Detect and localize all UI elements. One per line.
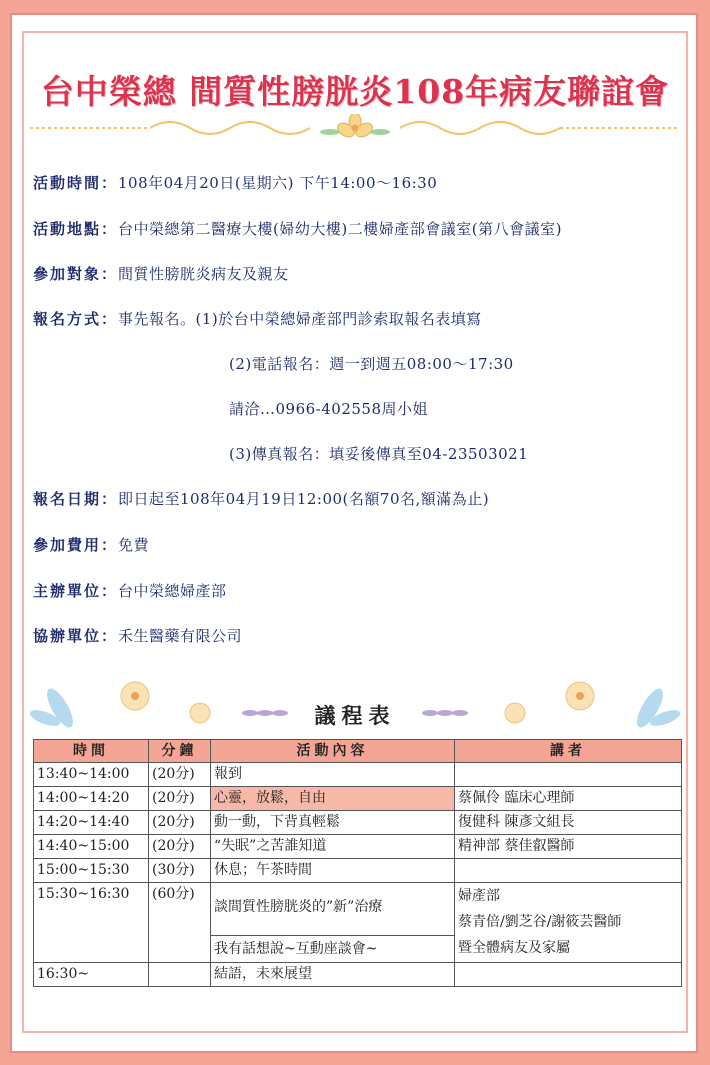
row-minutes: (30分) xyxy=(149,859,211,883)
registration-phone: (2)電話報名：週一到週五08:00～17:30 xyxy=(229,355,514,373)
row-minutes: (20分) xyxy=(149,787,211,811)
row-activity: 心靈，放鬆，自由 xyxy=(211,787,455,811)
info-registration: 報名方式：事先報名。(1)於台中榮總婦產部門診索取報名表填寫 xyxy=(33,310,482,328)
row-minutes: (20分) xyxy=(149,811,211,835)
table-row xyxy=(34,859,682,883)
row-minutes: (60分) xyxy=(149,883,211,963)
row-time: 14:00~14:20 xyxy=(34,787,149,811)
info-fee: 參加費用：免費 xyxy=(33,536,150,554)
row-activity: 休息；午茶時間 xyxy=(211,859,455,883)
row-speaker: 精神部 蔡佳叡醫師 xyxy=(455,835,682,859)
table-row xyxy=(34,963,682,987)
info-deadline: 報名日期：即日起至108年04月19日12:00(名額70名,額滿為止) xyxy=(33,490,490,508)
table-row xyxy=(34,835,682,859)
row-activity: “失眠”之苦誰知道 xyxy=(211,835,455,859)
table-row xyxy=(34,811,682,835)
row-minutes xyxy=(149,963,211,987)
row-speaker xyxy=(455,763,682,787)
panel-speaker-2: 蔡青倍/劉芝谷/謝筱芸醫師 xyxy=(458,914,622,930)
row-speaker xyxy=(455,963,682,987)
registration-fax: (3)傳真報名：填妥後傳真至04-23503021 xyxy=(229,445,529,463)
info-location: 活動地點：台中榮總第二醫療大樓(婦幼大樓)二樓婦產部會議室(第八會議室) xyxy=(33,220,562,238)
info-co-organizer: 協辦單位：禾生醫藥有限公司 xyxy=(33,627,243,645)
page-title: 台中榮總 間質性膀胱炎108年病友聯誼會 xyxy=(40,72,670,111)
panel-activity-2: 我有話想說~互動座談會~ xyxy=(214,941,378,957)
row-speaker xyxy=(455,883,682,963)
row-minutes: (20分) xyxy=(149,835,211,859)
agenda-header-row xyxy=(34,740,682,763)
row-activity xyxy=(211,883,455,963)
row-time: 14:20~14:40 xyxy=(34,811,149,835)
table-row xyxy=(34,787,682,811)
header-minutes: 分鐘 xyxy=(149,740,211,763)
row-time: 13:40~14:00 xyxy=(34,763,149,787)
row-speaker: 復健科 陳彥文組長 xyxy=(455,811,682,835)
panel-activity-1: 談間質性膀胱炎的”新”治療 xyxy=(211,883,454,936)
header-speaker: 講者 xyxy=(455,740,682,763)
row-activity: 結語，未來展望 xyxy=(211,963,455,987)
row-time: 15:30~16:30 xyxy=(34,883,149,963)
row-speaker: 蔡佩伶 臨床心理師 xyxy=(455,787,682,811)
header-time: 時間 xyxy=(34,740,149,763)
panel-speaker-3: 暨全體病友及家屬 xyxy=(458,940,570,956)
registration-contact: 請洽…0966-402558周小姐 xyxy=(229,400,429,418)
header-activity: 活動內容 xyxy=(211,740,455,763)
agenda-title: 議程表 xyxy=(314,703,396,728)
info-time: 活動時間：108年04月20日(星期六) 下午14:00～16:30 xyxy=(33,174,438,192)
row-time: 15:00~15:30 xyxy=(34,859,149,883)
row-time: 14:40~15:00 xyxy=(34,835,149,859)
row-activity: 動一動，下背真輕鬆 xyxy=(211,811,455,835)
row-time: 16:30~ xyxy=(34,963,149,987)
row-activity: 報到 xyxy=(211,763,455,787)
ornament-divider xyxy=(30,114,680,142)
agenda-table xyxy=(33,739,682,987)
table-row-panel xyxy=(34,883,682,963)
info-audience: 參加對象：間質性膀胱炎病友及親友 xyxy=(33,265,289,283)
info-organizer: 主辦單位：台中榮總婦產部 xyxy=(33,582,227,600)
row-minutes: (20分) xyxy=(149,763,211,787)
table-row xyxy=(34,763,682,787)
row-speaker xyxy=(455,859,682,883)
panel-speaker-1: 婦產部 xyxy=(458,888,500,904)
